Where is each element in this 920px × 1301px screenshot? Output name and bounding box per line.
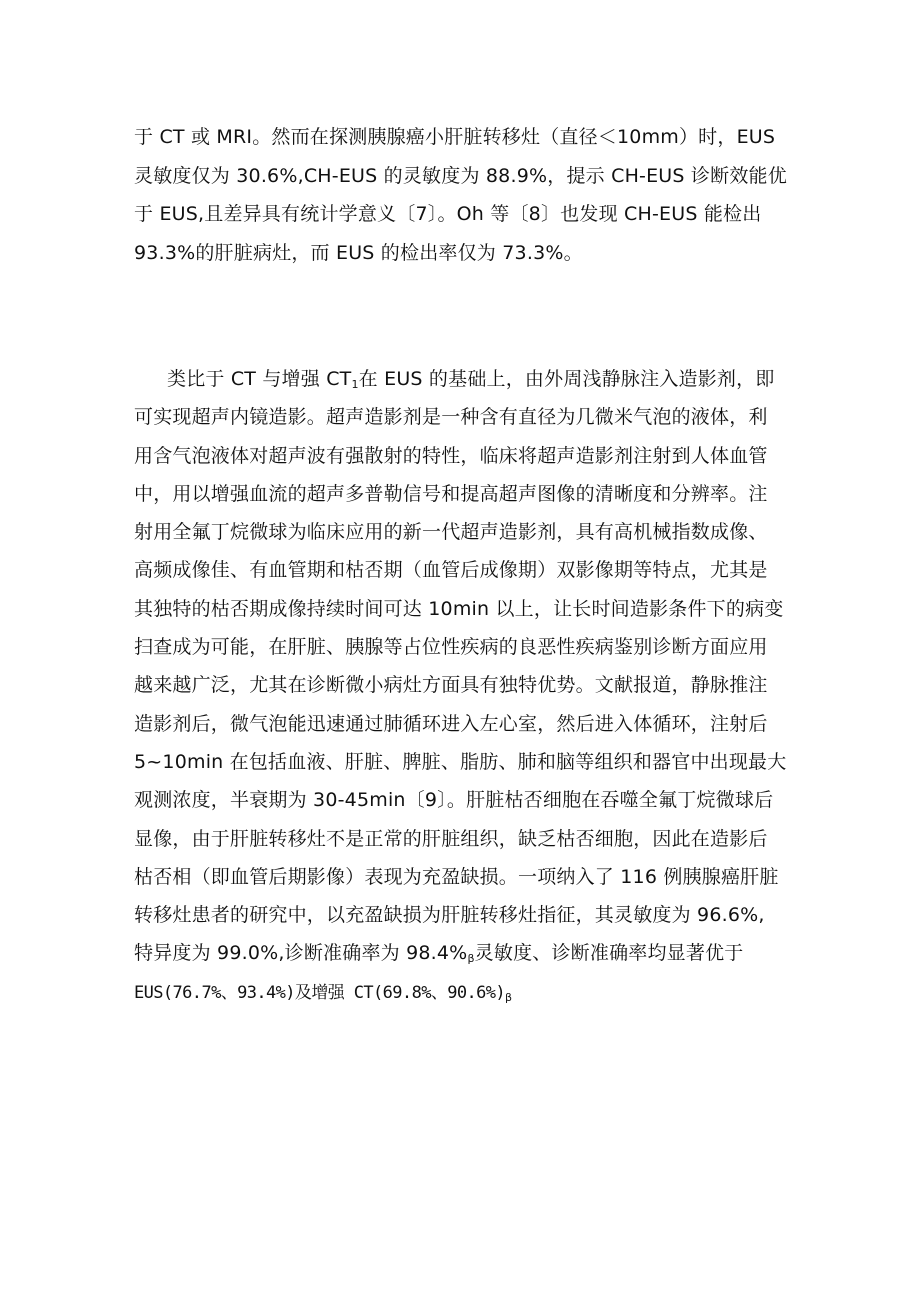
text-line: 枯否相（即血管后期影像）表现为充盈缺损。一项纳入了 116 例胰腺癌肝脏 [134,865,779,888]
paragraph-2 [134,360,794,1011]
subscript: 1 [351,378,359,391]
text-line [134,973,794,1011]
text-line: 显像，由于肝脏转移灶不是正常的肝脏组织，缺乏枯否细胞，因此在造影后 [134,827,768,850]
text-segment: 类比于 CT 与增强 CT [167,368,352,390]
text-line: 造影剂后，微气泡能迅速通过肺循环进入左心室，然后进入体循环，注射后 [134,712,768,735]
paragraph-1 [134,118,794,272]
text-segment: EUS(76.7%、93.4%)及增强 CT(69.8%、90.6%) [134,982,506,1003]
text-line-first [134,360,794,398]
text-line: 用含气泡液体对超声波有强散射的特性，临床将超声造影剂注射到人体血管 [134,444,768,467]
text-segment: 灵敏度、诊断准确率均显著优于 [474,942,744,965]
text-line: 于 CT 或 MRI。然而在探测胰腺癌小肝脏转移灶（直径＜10mm）时，EUS [134,126,776,148]
subscript: β [505,990,513,1004]
text-line: 其独特的枯否期成像持续时间可达 10min 以上，让长时间造影条件下的病变 [134,597,784,620]
text-line: 高频成像佳、有血管期和枯否期（血管后成像期）双影像期等特点，尤其是 [134,559,768,582]
text-line: 可实现超声内镜造影。超声造影剂是一种含有直径为几微米气泡的液体，利 [134,406,768,429]
text-segment: 特异度为 99.0%,诊断准确率为 98.4% [134,942,468,965]
text-segment: 在 EUS 的基础上，由外周浅静脉注入造影剂，即 [358,368,775,390]
text-line: 射用全氟丁烷微球为临床应用的新一代超声造影剂，具有高机械指数成像、 [134,521,768,544]
text-line: 93.3%的肝脏病灶，而 EUS 的检出率仅为 73.3%。 [134,241,583,264]
text-line: 扫查成为可能，在肝脏、胰腺等占位性疾病的良恶性疾病鉴别诊断方面应用 [134,636,768,659]
text-line: 中，用以增强血流的超声多普勒信号和提高超声图像的清晰度和分辨率。注 [134,482,768,505]
subscript: β [467,952,475,966]
text-line: 于 EUS,且差异具有统计学意义〔7〕。Oh 等〔8〕也发现 CH-EUS 能检出 [134,203,762,226]
text-line: 5~10min 在包括血液、肝脏、脾脏、脂肪、肺和脑等组织和器官中出现最大 [134,750,787,773]
text-line: 灵敏度仅为 30.6%,CH-EUS 的灵敏度为 88.9%，提示 CH-EUS 诊断效能优 [134,164,787,187]
text-line [134,934,794,972]
text-line: 越来越广泛，尤其在诊断微小病灶方面具有独特优势。文献报道，静脉推注 [134,674,768,697]
text-line: 转移灶患者的研究中，以充盈缺损为肝脏转移灶指征，其灵敏度为 96.6%, [134,904,765,927]
text-line: 观测浓度，半衰期为 30-45min〔9〕。肝脏枯否细胞在吞噬全氟丁烷微球后 [134,789,774,812]
